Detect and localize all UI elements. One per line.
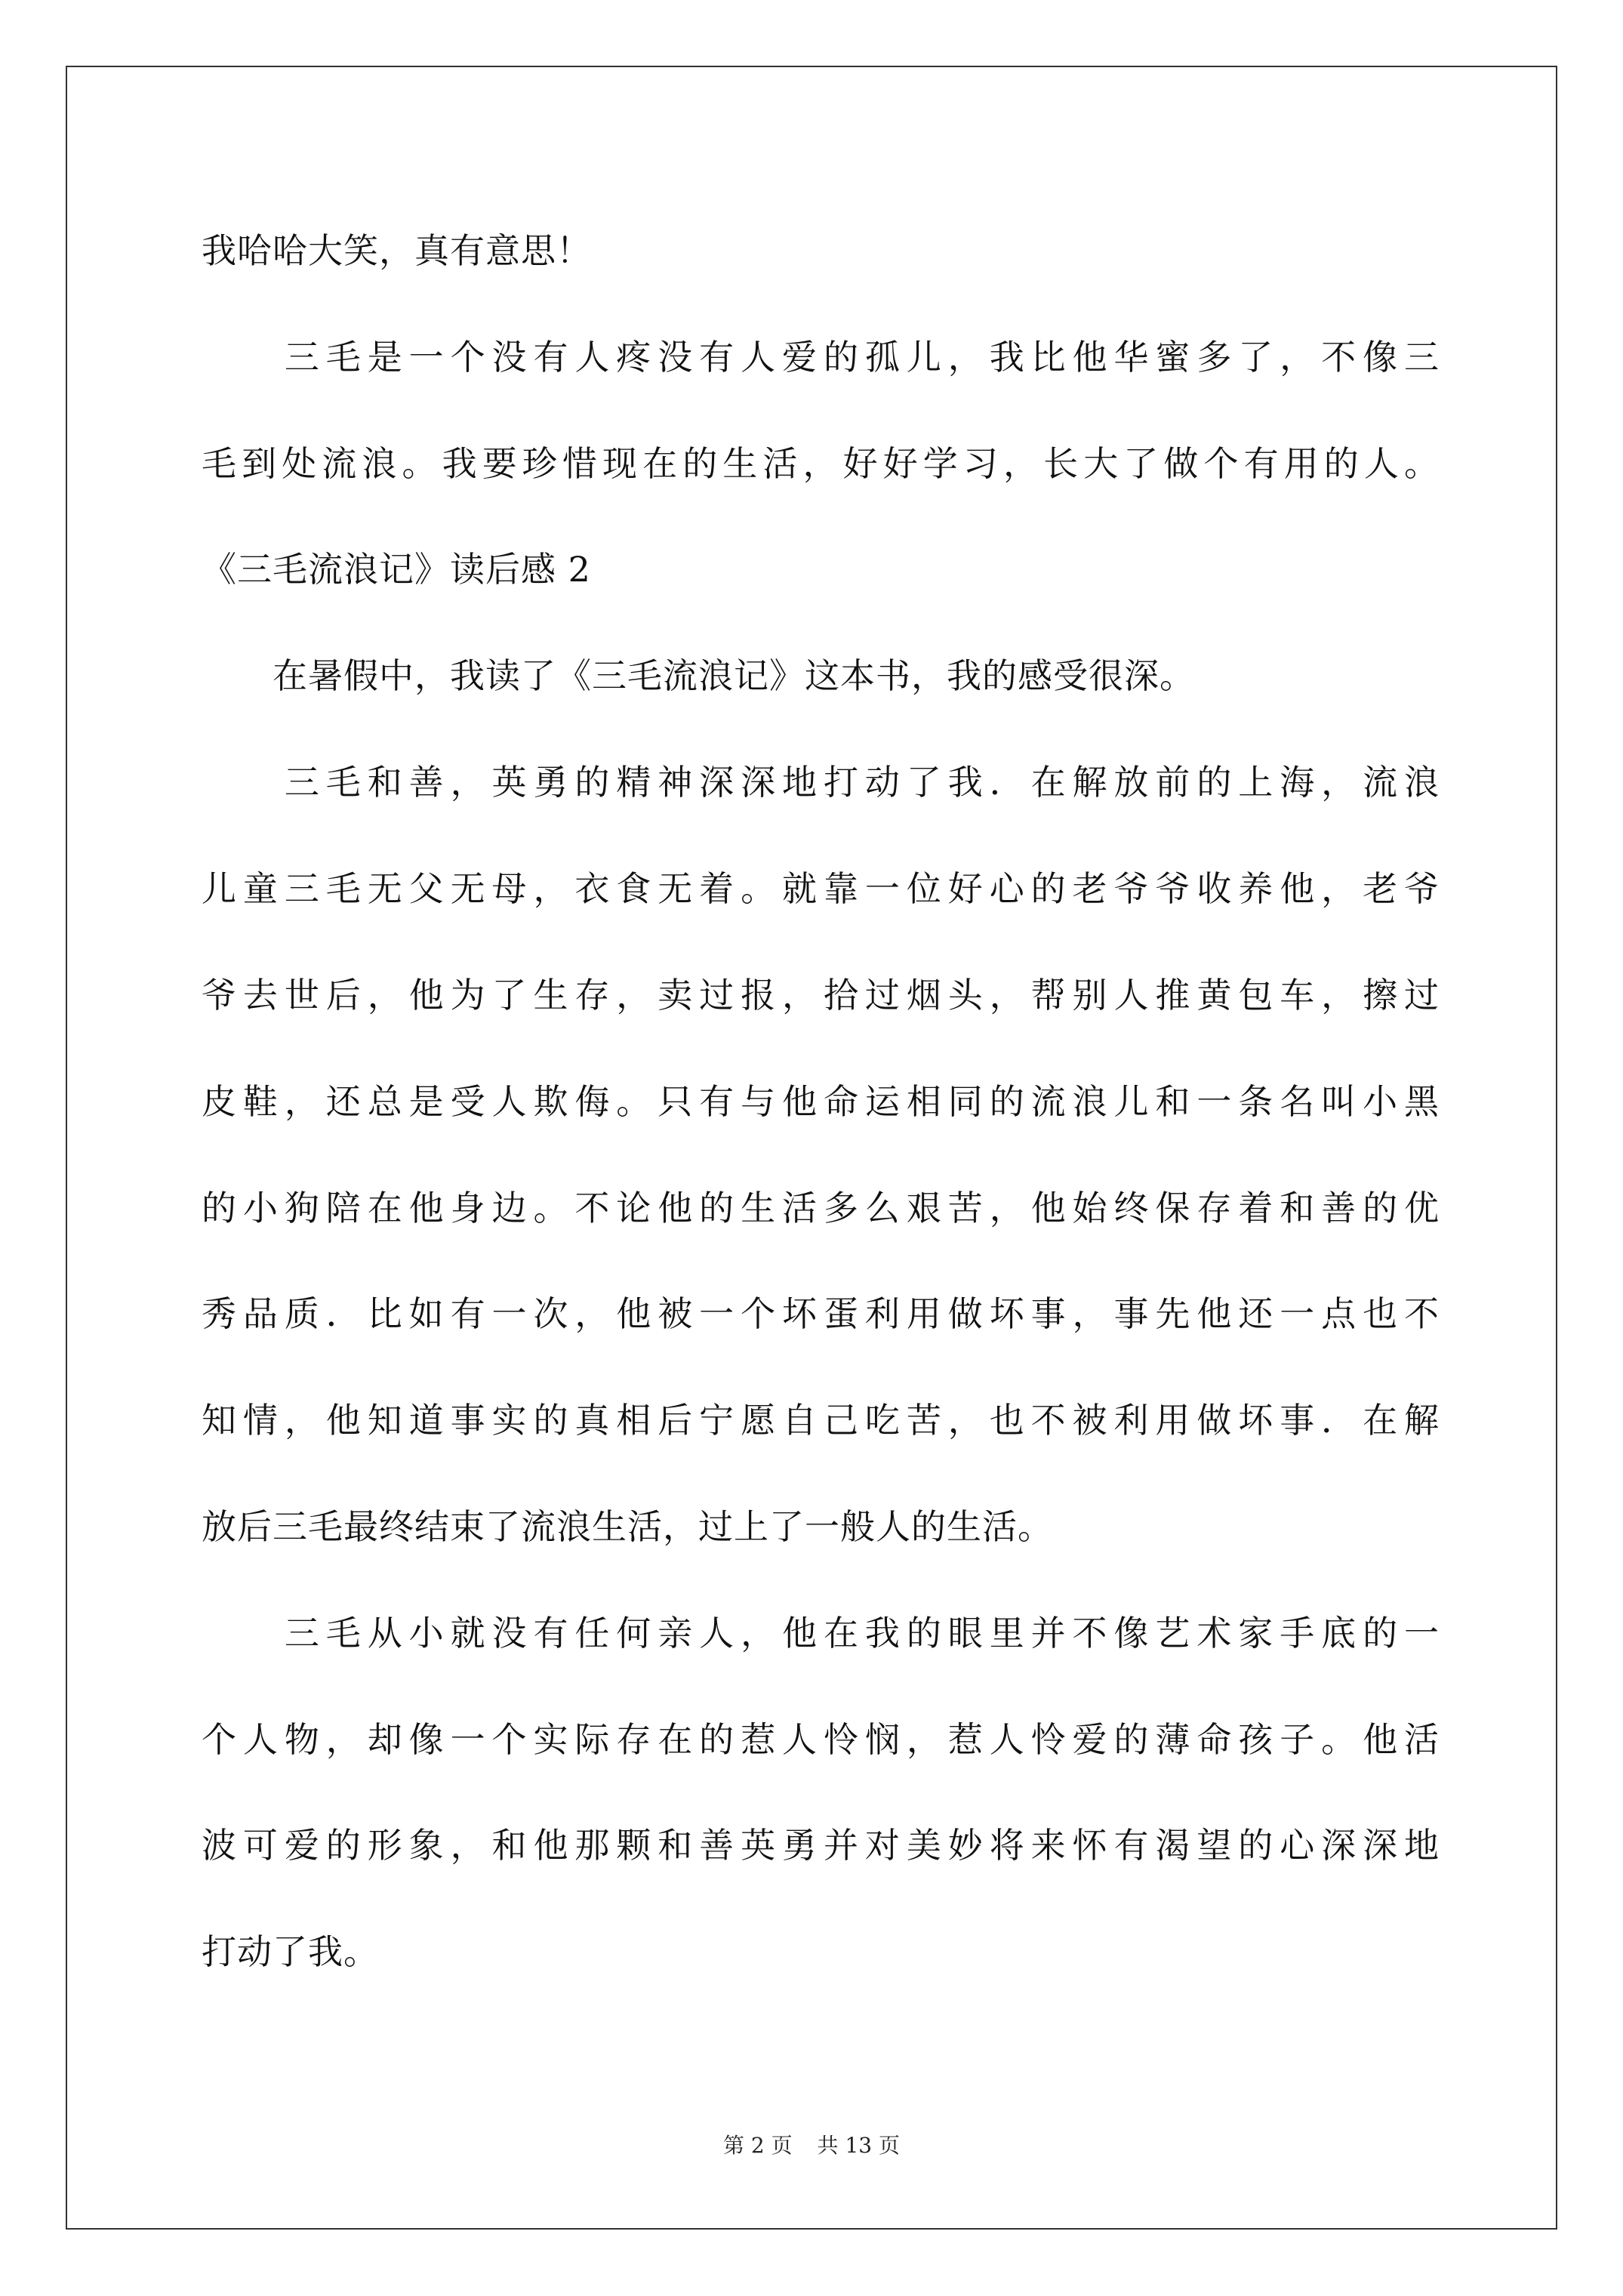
page-number: 第 2 页 [723, 2133, 793, 2158]
text-line: 爷去世后，他为了生存，卖过报，拾过烟头，帮别人推黄包车，擦过 [202, 975, 1440, 1015]
text-line: 个人物，却像一个实际存在的惹人怜悯，惹人怜爱的薄命孩子。他活 [202, 1719, 1440, 1760]
text-line: 儿童三毛无父无母，衣食无着。就靠一位好心的老爷爷收养他，老爷 [202, 868, 1440, 909]
text-line: 秀品质．比如有一次，他被一个坏蛋利用做坏事，事先他还一点也不 [202, 1293, 1440, 1334]
text-line: 皮鞋，还总是受人欺侮。只有与他命运相同的流浪儿和一条名叫小黑 [202, 1081, 1440, 1122]
text-line: 波可爱的形象，和他那颗和善英勇并对美妙将来怀有渴望的心深深地 [202, 1825, 1440, 1866]
text-line: 知情，他知道事实的真相后宁愿自己吃苦，也不被利用做坏事．在解 [202, 1400, 1440, 1441]
text-line: 我哈哈大笑，真有意思！ [202, 230, 592, 271]
text-line: 打动了我。 [202, 1931, 379, 1972]
page-total: 共 13 页 [817, 2133, 900, 2158]
page-footer [0, 2131, 1623, 2161]
text-line: 三毛和善，英勇的精神深深地打动了我．在解放前的上海，流浪 [202, 762, 1440, 803]
text-line: 三毛是一个没有人疼没有人爱的孤儿，我比他华蜜多了，不像三 [202, 337, 1440, 378]
text-line: 毛到处流浪。我要珍惜现在的生活，好好学习，长大了做个有用的人。 [202, 443, 1440, 484]
text-line: 三毛从小就没有任何亲人，他在我的眼里并不像艺术家手底的一 [202, 1613, 1440, 1653]
text-line: 放后三毛最终结束了流浪生活，过上了一般人的生活。 [202, 1506, 1053, 1547]
text-line: 的小狗陪在他身边。不论他的生活多么艰苦，他始终保存着和善的优 [202, 1188, 1440, 1228]
section-heading: 《三毛流浪记》读后感 2 [202, 549, 591, 590]
text-line: 在暑假中，我读了《三毛流浪记》这本书，我的感受很深。 [202, 655, 1195, 696]
